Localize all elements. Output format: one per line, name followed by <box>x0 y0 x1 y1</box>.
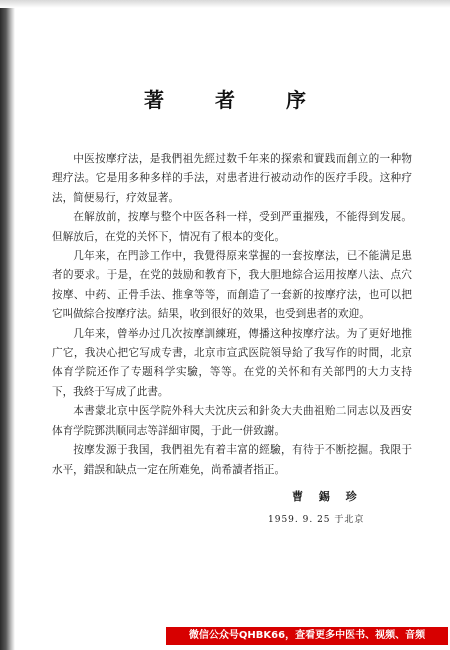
paragraph-6: 按摩发源于我国，我們祖先有着丰富的經驗，有待于不断挖掘。我限于水平，錯誤和缺点一定在所难免，尚希讀者指正。 <box>52 444 412 476</box>
watermark-banner: 微信公众号QHBK66，查看更多中医书、视频、音频 <box>166 627 448 645</box>
paragraph-1: 中医按摩疗法，是我們祖先經过数千年来的探索和實践而創立的一种物理疗法。它是用多种多样的手法，对患者进行被动动作的医疗手段。这种疗法，简便易行，疗效显著。 <box>52 153 412 204</box>
paragraph-4: 几年来，曾举办过几次按摩訓練班，傳播这种按摩疗法。为了更好地推广它，我决心把它写成专書，北京市宣武医院領导給了我写作的时間，北京体育学院还作了专题科学实驗，等等。在党的关怀和有关部門的大力支持下，我終于写成了此書。 <box>52 327 412 398</box>
paragraph-2: 在解放前，按摩与整个中医各科一样，受到严重摧残，不能得到发展。但解放后，在党的关怀下，情况有了根本的变化。 <box>52 211 412 243</box>
preface-body <box>52 150 412 480</box>
author-signature: 曹 錫 珍 <box>292 490 363 503</box>
paragraph-5: 本書蒙北京中医学院外科大夫沈庆云和針灸大夫曲祖贻二同志以及西安体育学院鄧洪顺同志等詳細审閱，于此一併致謝。 <box>52 405 412 437</box>
scan-top-edge <box>0 0 450 8</box>
paragraph-3: 几年来，在門診工作中，我覺得原来掌握的一套按摩法，已不能满足患者的要求。于是，在党的鼓励和教育下，我大胆地綜合运用按摩八法、点穴按摩、中药、正骨手法、推拿等等，而創造了一套新的按摩疗法，也可以把它叫做綜合按摩疗法。結果，收到很好的效果，也受到患者的欢迎。 <box>52 250 412 321</box>
preface-date: 1959. 9. 25 于北京 <box>268 515 365 525</box>
page-title: 著 者 序 <box>144 88 328 112</box>
